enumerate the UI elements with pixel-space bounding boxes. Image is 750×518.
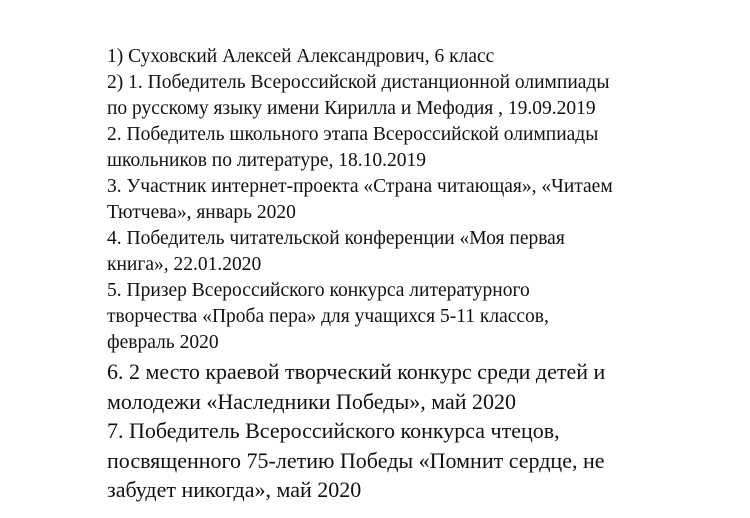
text-line: февраль 2020	[107, 332, 219, 353]
text-line: 7. Победитель Всероссийского конкурса чтецов,	[107, 418, 560, 443]
text-line: посвященного 75-летию Победы «Помнит сердце, не	[107, 447, 605, 473]
text-line: книга», 22.01.2020	[107, 254, 262, 275]
text-line: 1) Суховский Алексей Александрович, 6 класс	[107, 46, 495, 67]
text-line: 4. Победитель читательской конференции «Моя первая	[107, 228, 565, 249]
text-line: 3. Участник интернет-проекта «Страна читающая», «Читаем	[107, 176, 613, 197]
text-line: 2) 1. Победитель Всероссийской дистанционной олимпиады	[107, 72, 610, 93]
text-line: Тютчева», январь 2020	[107, 202, 296, 223]
text-line: по русскому языку имени Кирилла и Мефодия , 19.09.2019	[107, 98, 596, 119]
text-line: творчества «Проба пера» для учащихся 5-11 классов,	[107, 306, 549, 327]
document-body	[107, 44, 737, 505]
text-line: 5. Призер Всероссийского конкурса литературного	[107, 280, 530, 301]
text-line: молодежи «Наследники Победы», май 2020	[107, 388, 517, 414]
text-line: забудет никогда», май 2020	[107, 477, 362, 502]
text-line: школьников по литературе, 18.10.2019	[107, 150, 427, 171]
text-line: 6. 2 место краевой творческий конкурс среди детей и	[107, 359, 606, 384]
text-line: 2. Победитель школьного этапа Всероссийской олимпиады	[107, 124, 599, 145]
